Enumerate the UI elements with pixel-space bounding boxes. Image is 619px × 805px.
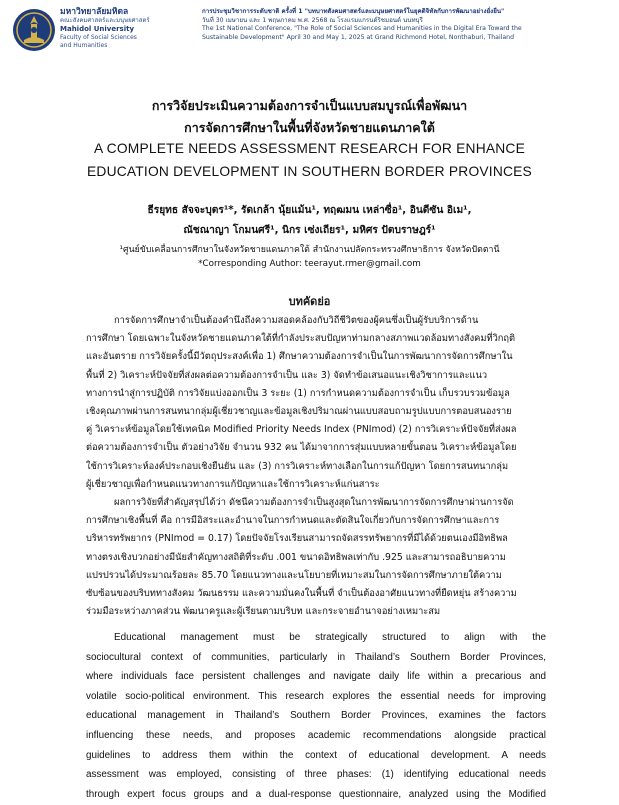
conference-line-4: Sustainable Development" April 30 and May 1, 2025 at Grand Richmond Hotel, Nonthaburi, Thailand bbox=[202, 33, 515, 41]
corresponding-author: *Corresponding Author: teerayut.rmer@gmail.com bbox=[198, 259, 421, 269]
university-block bbox=[60, 8, 200, 51]
mahidol-university-logo-icon bbox=[12, 8, 56, 52]
affiliation: ¹ศูนย์ขับเคลื่อนการศึกษาในจังหวัดชายแดนภาคใต้ สำนักงานปลัดกระทรวงศึกษาธิการ จังหวัดปัตตานี bbox=[119, 245, 500, 255]
paragraph-line: เชิงคุณภาพผ่านการสนทนากลุ่มผู้เชี่ยวชาญและข้อมูลเชิงปริมาณผ่านแบบสอบถามรูปแบบการตอบสนองราย bbox=[86, 406, 512, 418]
title-english-line-2: EDUCATION DEVELOPMENT IN SOUTHERN BORDER PROVINCES bbox=[87, 164, 532, 179]
authors-line-1: ธีรยุทธ สัจจะบุตร¹*, รัดเกล้า นุ้ยแม้น¹, ทฤฒมน เหล่าซื่อ¹, อินดีซัน อิเม¹, bbox=[147, 205, 472, 216]
abstract-english-paragraph bbox=[86, 628, 546, 804]
conference-line-2: วันที่ 30 เมษายน และ 1 พฤษภาคม พ.ศ. 2568 ณ โรงแรมแกรนด์ริชมอนด์ นนทบุรี bbox=[202, 16, 423, 24]
conference-line-1: การประชุมวิชาการระดับชาติ ครั้งที่ 1 "บทบาทสังคมศาสตร์และมนุษยศาสตร์ในยุคดิจิทัลกับการพัฒนาอย่างยั่งยืน" bbox=[202, 8, 505, 15]
paragraph-line: ผลการวิจัยที่สำคัญสรุปได้ว่า ดัชนีความต้องการจำเป็นสูงสุดในการพัฒนาการจัดการศึกษาผ่านการจัด bbox=[114, 497, 514, 508]
paragraph-line: Educational management must be strategically structured to align with the bbox=[114, 632, 546, 643]
faculty-thai-name: คณะสังคมศาสตร์และมนุษยศาสตร์ bbox=[60, 16, 150, 24]
paragraph-line: ทางการนำสู่การปฏิบัติ การวิจัยแบ่งออกเป็น 3 ระยะ (1) การกำหนดความต้องการจำเป็น เก็บรวบรวมข้อมูล bbox=[86, 387, 510, 399]
paragraph-line: พื้นที่ 2) วิเคราะห์ปัจจัยที่ส่งผลต่อความต้องการจำเป็น และ 3) จัดทำข้อเสนอแนะเชิงวิชาการและแนว bbox=[86, 369, 488, 381]
abstract-thai-paragraph-2 bbox=[86, 494, 546, 621]
paragraph-line: guidelines to address them within the context of educational development. A needs bbox=[86, 749, 546, 761]
paragraph-line: การศึกษา โดยเฉพาะในจังหวัดชายแดนภาคใต้ที่กำลังประสบปัญหาท่ามกลางสภาพแวดล้อมทางสังคมที่วิกฤติ bbox=[86, 333, 516, 345]
paragraph-line: การศึกษาเชิงพื้นที่ คือ การมีอิสระและอำนาจในการกำหนดและตัดสินใจเกี่ยวกับการจัดการศึกษาและการ bbox=[86, 515, 500, 527]
paragraph-line: assessment was employed, consisting of three phases: (1) identifying educational needs bbox=[86, 769, 546, 781]
paragraph-line: ใช้การวิเคราะห์องค์ประกอบเชิงยืนยัน และ (3) การวิเคราะห์ทางเลือกในการแก้ปัญหา โดยการสนทนากลุ่ม bbox=[86, 460, 509, 472]
title-thai-line-2: การจัดการศึกษาในพื้นที่จังหวัดชายแดนภาคใต้ bbox=[184, 120, 435, 135]
paragraph-line: where individuals face persistent challenges and navigate daily life within a precarious and bbox=[86, 671, 546, 683]
title-thai-line-1: การวิจัยประเมินความต้องการจำเป็นแบบสมบูรณ์เพื่อพัฒนา bbox=[151, 98, 468, 113]
abstract-thai-paragraph-1 bbox=[86, 312, 546, 494]
paragraph-line: ทางตรงเชิงบวกอย่างมีนัยสำคัญทางสถิติที่ระดับ .001 ขนาดอิทธิพลเท่ากับ .925 และสามารถอธิบายความ bbox=[86, 551, 506, 563]
university-thai-name: มหาวิทยาลัยมหิดล bbox=[60, 7, 129, 17]
paragraph-line: ผู้เชี่ยวชาญเพื่อกำหนดแนวทางการแก้ปัญหาและใช้การวิเคราะห์แก่นสาระ bbox=[86, 478, 380, 490]
paragraph-line: volatile socio-political environment. This research explores the essential needs for improving bbox=[86, 690, 546, 702]
paragraph-line: educational management in Thailand’s Southern Border Provinces, examines the factors bbox=[86, 710, 546, 722]
paragraph-line: ร่วมมือระหว่างภาคส่วน พัฒนาครูและผู้เรียนตามบริบท และกระจายอำนาจอย่างเหมาะสม bbox=[86, 606, 441, 618]
paragraph-line: การจัดการศึกษาจำเป็นต้องคำนึงถึงความสอดคล้องกับวิถีชีวิตของผู้คนซึ่งเป็นผู้รับบริการด้าน bbox=[114, 315, 479, 326]
faculty-english-name-1: Faculty of Social Sciences bbox=[60, 33, 137, 41]
conference-info bbox=[202, 8, 612, 42]
paragraph-line: บริหารทรัพยากร (PNImod = 0.17) โดยปัจจัยโรงเรียนสามารถจัดสรรทรัพยากรที่มีได้ด้วยตนเองมีอิทธิพล bbox=[86, 533, 508, 545]
conference-line-3: The 1st National Conference, "The Role of Social Sciences and Humanities in the Digital Era Toward the bbox=[202, 25, 522, 33]
faculty-english-name-2: and Humanities bbox=[60, 42, 108, 49]
paragraph-line: sociocultural context of communities, particularly in Thailand’s Southern Border Provinces, bbox=[86, 651, 546, 663]
paragraph-line: influencing these needs, and proposes academic recommendations alongside practical bbox=[86, 729, 546, 741]
paragraph-line: คู่ วิเคราะห์ข้อมูลโดยใช้เทคนิค Modified Priority Needs Index (PNImod) (2) การวิเคราะห์ปัจจัยที่ส่งผล bbox=[86, 424, 517, 436]
authors-line-2: ณัชณาญา โกมนศรี¹, นิกร เซ่งเถียร¹, มหิศร ปัตบราษฎร์¹ bbox=[183, 225, 436, 236]
paragraph-line: ซับซ้อนของบริบททางสังคม วัฒนธรรม และความมั่นคงในพื้นที่ จำเป็นต้องอาศัยแนวทางที่ยืดหยุ่น สร้างความ bbox=[86, 588, 517, 600]
abstract-heading: บทคัดย่อ bbox=[288, 295, 331, 308]
paragraph-line: ต่อความต้องการจำเป็น ตัวอย่างวิจัย จำนวน 932 คน ได้มาจากการสุ่มแบบหลายขั้นตอน วิเคราะห์ข้อมูลโดย bbox=[86, 442, 517, 454]
paragraph-line: แปรปรวนได้ประมาณร้อยละ 85.70 โดยแนวทางและนโยบายที่เหมาะสมในการจัดการศึกษาภายใต้ความ bbox=[86, 569, 502, 581]
conference-header bbox=[12, 6, 612, 66]
title-english-line-1: A COMPLETE NEEDS ASSESSMENT RESEARCH FOR ENHANCE bbox=[93, 141, 525, 156]
university-english-name: Mahidol University bbox=[60, 25, 135, 33]
paragraph-line: through expert focus groups and a dual-response questionnaire, analyzed using the Modified bbox=[86, 788, 546, 800]
paragraph-line: และอันตราย การวิจัยครั้งนี้มีวัตถุประสงค์เพื่อ 1) ศึกษาความต้องการจำเป็นในการพัฒนาการจัดการศึกษาใน bbox=[86, 351, 513, 363]
